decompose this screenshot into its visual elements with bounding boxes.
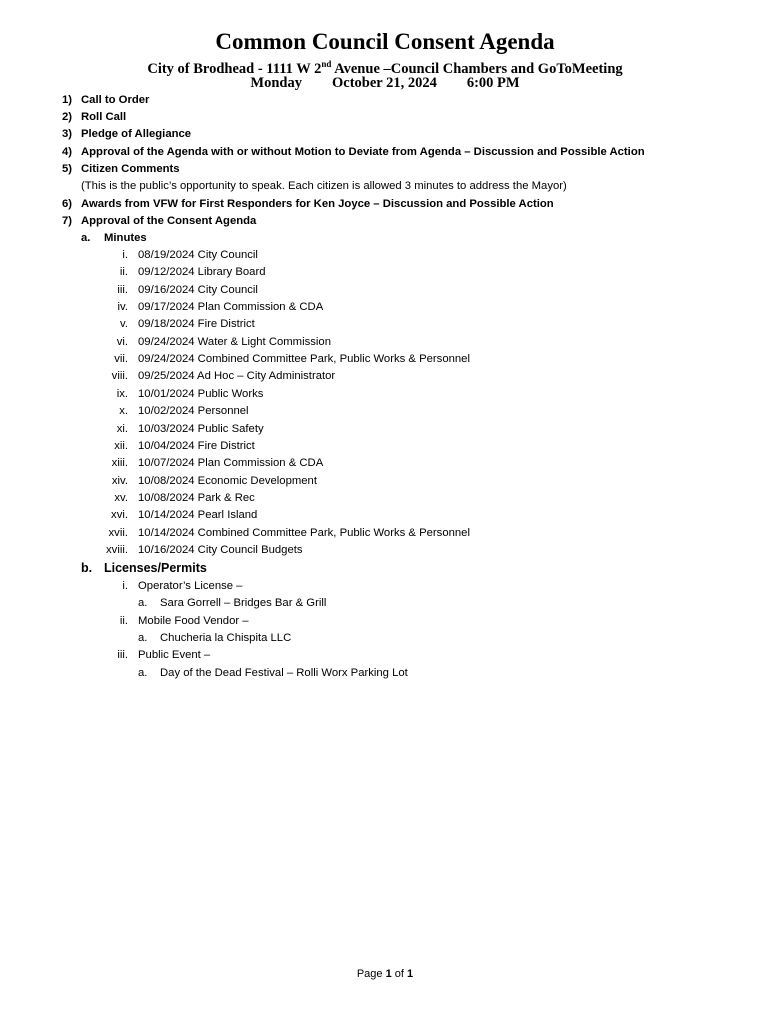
minutes-entry-number: x.: [119, 405, 128, 418]
license-entry-number: iii.: [117, 649, 128, 662]
license-entry-text: Mobile Food Vendor –: [138, 614, 249, 627]
minutes-entry-text: 09/25/2024 Ad Hoc – City Administrator: [138, 370, 336, 383]
citizen-comments-note: (This is the public’s opportunity to speak. Each citizen is allowed 3 minutes to address the Mayor): [81, 180, 567, 192]
license-entry-number: ii.: [119, 614, 128, 627]
page-title: Common Council Consent Agenda: [215, 29, 555, 54]
minutes-entry-text: 10/01/2024 Public Works: [138, 387, 264, 400]
minutes-entry-text: 10/08/2024 Park & Rec: [138, 491, 255, 504]
minutes-entry-number: vii.: [114, 353, 128, 366]
minutes-entry-text: 09/16/2024 City Council: [138, 283, 258, 296]
minutes-entry-text: 09/24/2024 Water & Light Commission: [138, 335, 331, 348]
minutes-entry-number: xii.: [114, 439, 128, 452]
minutes-entry-text: 08/19/2024 City Council: [138, 249, 258, 261]
minutes-entry-text: 10/14/2024 Combined Committee Park, Public Works & Personnel: [138, 526, 470, 539]
license-entry-text: Operator’s License –: [138, 580, 243, 592]
minutes-entry-text: 10/16/2024 City Council Budgets: [138, 543, 303, 556]
page-total: 1: [407, 968, 414, 980]
minutes-entry-number: iii.: [117, 283, 128, 296]
minutes-entry-number: xiv.: [111, 474, 128, 487]
minutes-entry-text: 09/24/2024 Combined Committee Park, Public Works & Personnel: [138, 353, 470, 366]
license-subentry-letter: a.: [138, 632, 148, 645]
minutes-entry-number: xv.: [114, 491, 128, 504]
minutes-entry-number: xi.: [116, 422, 128, 435]
minutes-entry-number: xvii.: [108, 526, 128, 539]
page-footer: [0, 968, 770, 980]
license-subentry-text: Chucheria la Chispita LLC: [160, 632, 292, 645]
footer-of-word: of: [391, 968, 408, 980]
footer-page-word: Page: [356, 968, 386, 980]
license-entry-number: i.: [122, 580, 128, 592]
minutes-entry-text: 10/02/2024 Personnel: [138, 405, 249, 418]
minutes-entry-number: vi.: [116, 335, 128, 348]
license-entry-text: Public Event –: [138, 649, 211, 662]
meeting-day: Monday: [250, 75, 302, 91]
meeting-time: 6:00 PM: [466, 75, 520, 91]
meeting-date: October 21, 2024: [331, 75, 437, 91]
minutes-entry-text: 10/07/2024 Plan Commission & CDA: [138, 457, 324, 470]
page-number: 1: [385, 968, 392, 980]
license-subentry-letter: a.: [138, 666, 148, 679]
license-subentry-text: Day of the Dead Festival – Rolli Worx Parking Lot: [160, 666, 408, 679]
ordinal-suffix: nd: [321, 59, 332, 69]
location-text: City of Brodhead - 1111 W 2: [147, 60, 322, 77]
minutes-entry-text: 09/12/2024 Library Board: [138, 266, 266, 279]
location-text-rest: Avenue –Council Chambers and GoToMeeting: [331, 60, 623, 77]
minutes-entry-number: i.: [122, 249, 128, 261]
minutes-entry-number: xviii.: [106, 543, 128, 556]
minutes-entry-number: iv.: [117, 301, 128, 314]
agenda-page: Common Council Consent Agenda City of Brodhead - 1111 W 2nd Avenue –Council Chambers and GoToMeeting Monday October 21, 2024 6:00 PM 1) Call to Order 2) Roll Call 3) Pledge of Allegiance 4) Approval of the Agenda with or without Motion to Deviate from Agenda – Discussion and Possible Action 5) Citizen Comments (This is the public’s opportunity to speak. Each citizen is allowed 3 minutes to address the Mayor) 6) Awards from VFW for First Responders for Ken Joyce – Discussion and Possible Action 7) Approval of the Consent Agenda a. Minutes i. 08/19/2024 City Council ii. 09/12/2024 Library Board iii. 09/16/2024 City Council iv. 09/17/2024 Plan Commission & CDA v. 09/18/2024 Fire District vi. 09/24/2024 Water & Light Commission vii. 09/24/2024 Combined Committee Park, Public Works & Personnel viii. 09/25/2024 Ad Hoc – City Administrator ix. 10/01/2024 Public Works x. 10/02/2024 Personnel xi. 10/03/2024 Public Safety xii. 10/04/2024 Fire District xiii. 10/07/2024 Plan Commission & CDA xiv. 10/08/2024 Economic Development xv. 10/08/2024 Park & Rec xvi. 10/14/2024 Pearl Island xvii. 10/14/2024 Combined Committee Park, Public Works & Personnel xviii. 10/16/2024 City Council Budgets b. Licenses/Permits i. Operator’s License – a. Sara Gorrell – Bridges Bar & Grill ii. Mobile Food Vendor – a. Chucheria la Chispita LLC iii. Public Event – a. Day of the Dead Festival – Rolli Worx Parking Lot Page 1 of 1: [0, 0, 770, 1024]
minutes-entry-text: 10/04/2024 Fire District: [138, 439, 255, 452]
license-subentry-text: Sara Gorrell – Bridges Bar & Grill: [160, 597, 327, 610]
minutes-entry-number: xiii.: [111, 457, 128, 470]
minutes-entry-number: ii.: [119, 266, 128, 279]
minutes-entry-text: 09/18/2024 Fire District: [138, 318, 255, 331]
license-subentry-letter: a.: [138, 597, 148, 610]
minutes-entry-number: xvi.: [111, 509, 128, 522]
minutes-entry-text: 10/08/2024 Economic Development: [138, 474, 317, 487]
minutes-entry-text: 10/14/2024 Pearl Island: [138, 509, 258, 522]
minutes-entry-text: 10/03/2024 Public Safety: [138, 422, 264, 435]
minutes-entry-number: v.: [120, 318, 128, 331]
minutes-entry-number: ix.: [116, 387, 128, 400]
meeting-dateline: [0, 74, 770, 92]
minutes-entry-text: 09/17/2024 Plan Commission & CDA: [138, 301, 324, 314]
minutes-entry-number: viii.: [111, 370, 128, 383]
